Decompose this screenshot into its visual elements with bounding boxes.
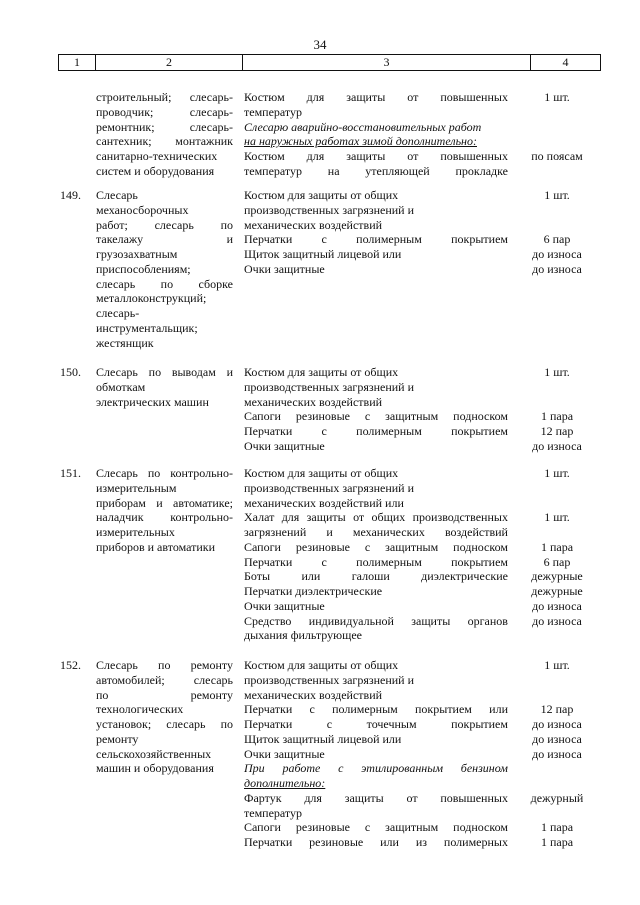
ppe-item: механических воздействий (244, 687, 383, 702)
issue-norm: до износа (532, 438, 582, 453)
issue-norm: 1 шт. (544, 188, 570, 202)
issue-norm: до износа (532, 247, 582, 261)
issue-norm: до износа (532, 598, 582, 613)
profession-line: электрических машин (96, 394, 209, 409)
header-col-1: 1 (59, 55, 96, 70)
issue-norm: 6 пар (543, 232, 571, 247)
profession-line: Слесарь по выводам и (96, 365, 233, 379)
ppe-item: Костюм для защиты от повышенных (244, 90, 508, 104)
ppe-item: Халат для защиты от общих производственных (244, 510, 508, 525)
issue-norm: 1 шт. (544, 658, 570, 672)
ppe-item: Фартук для защиты от повышенных (244, 790, 508, 805)
ppe-item: Средство индивидуальной защиты органов (244, 613, 508, 628)
profession-line: приборов и автоматики (96, 539, 216, 554)
row-number: 149. (60, 188, 81, 202)
profession-line: строительный; слесарь- (96, 90, 233, 104)
ppe-item: Перчатки диэлектрические (244, 584, 383, 598)
issue-norm: 1 шт. (544, 90, 570, 104)
profession-line: такелажу и (96, 232, 233, 247)
issue-norm: до износа (532, 717, 582, 731)
ppe-item: загрязнений и механических воздействий (244, 525, 508, 539)
issue-norm: 12 пар (540, 424, 574, 438)
ppe-item: температур (244, 805, 303, 820)
profession-line: грузозахватным (96, 247, 178, 261)
issue-norm: до износа (532, 731, 582, 746)
profession-line: слесарь- (96, 306, 140, 320)
ppe-item: Костюм для защиты от повышенных (244, 149, 508, 163)
profession-line: проводчик; слесарь- (96, 104, 233, 119)
ppe-item: Сапоги резиновые с защитным подноском (244, 409, 508, 424)
ppe-item: Очки защитные (244, 746, 325, 761)
issue-norm: 6 пар (543, 554, 571, 569)
ppe-item: Сапоги резиновые с защитным подноском (244, 539, 508, 554)
header-col-4: 4 (562, 55, 569, 69)
ppe-item: производственных загрязнений и (244, 202, 415, 217)
ppe-item: Очки защитные (244, 598, 325, 613)
ppe-item: Сапоги резиновые с защитным подноском (244, 820, 508, 835)
ppe-item: Боты или галоши диэлектрические (244, 569, 508, 584)
profession-line: санитарно-технических (96, 149, 218, 163)
ppe-item: производственных загрязнений и (244, 480, 415, 495)
profession-line: Слесарь по ремонту (96, 658, 233, 672)
ppe-item: механических воздействий (244, 394, 383, 409)
header-col-2: 2 (96, 55, 243, 70)
ppe-item: Перчатки резиновые или из полимерных (244, 835, 508, 849)
ppe-item: При работе с этилированным бензином (244, 761, 508, 776)
page-number: 34 (313, 37, 327, 52)
issue-norm: до износа (532, 613, 582, 628)
profession-line: сельскохозяйственных (96, 746, 212, 761)
profession-line: измерительным (96, 480, 177, 495)
profession-line: Слесарь по контрольно- (96, 466, 233, 480)
profession-line: технологических (96, 702, 184, 717)
issue-norm: 1 пара (540, 835, 574, 849)
profession-line: ремонтник; слесарь- (96, 119, 233, 134)
profession-line: систем и оборудования (96, 163, 215, 178)
issue-norm: 1 шт. (544, 466, 570, 480)
ppe-item: Костюм для защиты от общих (244, 365, 399, 379)
ppe-item: температур (244, 104, 303, 119)
issue-norm: 1 пара (540, 820, 574, 835)
ppe-item: Костюм для защиты от общих (244, 658, 399, 672)
issue-norm: 1 пара (540, 539, 574, 554)
row-number: 151. (60, 466, 81, 480)
ppe-item: Перчатки с точечным покрытием (244, 717, 508, 731)
profession-line: жестянщик (96, 335, 154, 350)
profession-line: автомобилей; слесарь (96, 672, 233, 687)
issue-norm: дежурный (530, 790, 584, 805)
issue-norm: до износа (532, 746, 582, 761)
profession-line: металлоконструкций; (96, 291, 207, 306)
ppe-item: Очки защитные (244, 438, 325, 453)
profession-line: инструментальщик; (96, 320, 198, 335)
profession-line: механосборочных (96, 202, 189, 217)
ppe-item: Щиток защитный лицевой или (244, 247, 402, 261)
ppe-item: Костюм для защиты от общих (244, 188, 399, 202)
issue-norm: 1 пара (540, 409, 574, 424)
ppe-item: производственных загрязнений и (244, 379, 415, 394)
ppe-item: температур на утепляющей прокладке (244, 163, 508, 178)
issue-norm: 1 шт. (544, 510, 570, 525)
profession-line: приборам и автоматике; (96, 495, 233, 510)
issue-norm: 12 пар (540, 702, 574, 717)
ppe-item: механических воздействий (244, 217, 383, 232)
profession-line: обмоткам (96, 379, 146, 394)
issue-norm: дежурные (531, 584, 583, 598)
ppe-item: Перчатки с полимерным покрытием (244, 424, 508, 438)
profession-line: измерительных (96, 525, 175, 539)
profession-line: слесарь по сборке (96, 276, 233, 291)
ppe-item: дополнительно: (244, 776, 326, 790)
ppe-item: Костюм для защиты от общих (244, 466, 399, 480)
profession-line: наладчик контрольно- (96, 510, 233, 525)
profession-line: Слесарь (96, 188, 138, 202)
row-number: 152. (60, 658, 81, 672)
ppe-item: Слесарю аварийно-восстановительных работ (244, 119, 482, 134)
profession-line: машин и оборудования (96, 761, 214, 776)
ppe-item: дыхания фильтрующее (244, 628, 362, 643)
header-col-3: 3 (243, 55, 531, 70)
ppe-item: Перчатки с полимерным покрытием (244, 554, 508, 569)
profession-line: ремонту (96, 731, 139, 746)
profession-line: приспособлениям; (96, 261, 191, 276)
profession-line: сантехник; монтажник (96, 134, 233, 149)
ppe-item: Перчатки с полимерным покрытием (244, 232, 508, 247)
issue-norm: до износа (532, 261, 582, 276)
profession-line: установок; слесарь по (96, 717, 233, 731)
profession-line: работ; слесарь по (96, 217, 233, 232)
issue-norm: 1 шт. (544, 365, 570, 379)
ppe-item: механических воздействий или (244, 495, 404, 510)
profession-line: по ремонту (96, 687, 233, 702)
row-number: 150. (60, 365, 81, 379)
ppe-item: производственных загрязнений и (244, 672, 415, 687)
ppe-item: Щиток защитный лицевой или (244, 731, 402, 746)
ppe-item: Очки защитные (244, 261, 325, 276)
ppe-item: на наружных работах зимой дополнительно: (244, 134, 477, 149)
table-header (58, 54, 601, 71)
ppe-item: Перчатки с полимерным покрытием или (244, 702, 508, 717)
issue-norm: дежурные (531, 569, 583, 584)
issue-norm: по поясам (531, 149, 583, 163)
